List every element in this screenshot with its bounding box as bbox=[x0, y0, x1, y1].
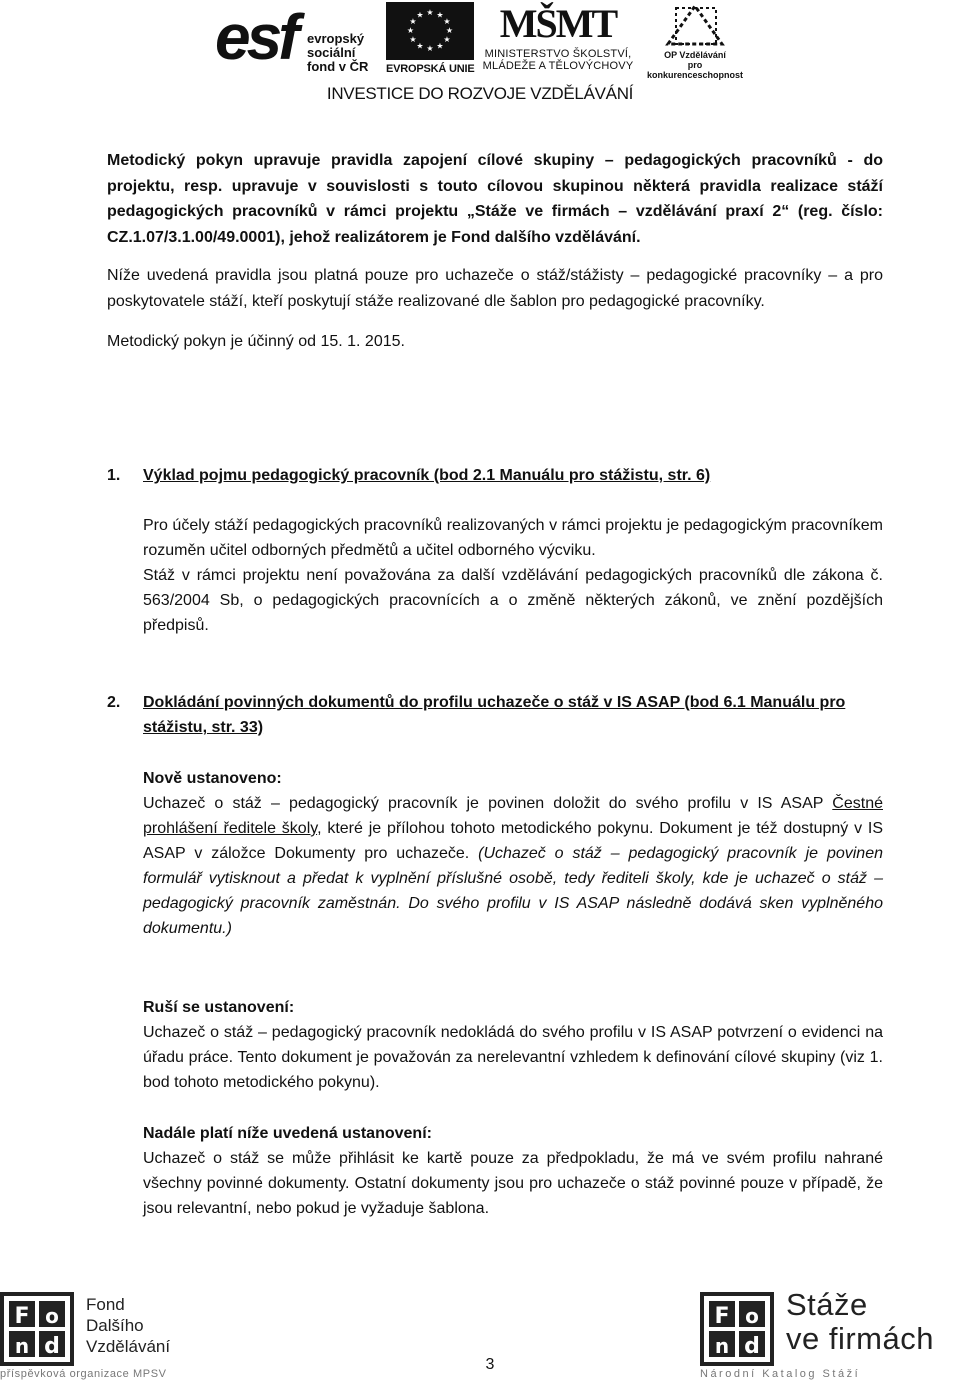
investice-banner: INVESTICE DO ROZVOJE VZDĚLÁVÁNÍ bbox=[326, 84, 634, 103]
fdv-mark-icon bbox=[0, 1292, 74, 1366]
svg-text:★: ★ bbox=[443, 35, 451, 44]
op-text bbox=[640, 50, 750, 80]
esf-line: fond v ČR bbox=[307, 59, 369, 74]
section-title-text: Výklad pojmu pedagogický pracovník (bod 2.1 Manuálu pro stážistu, str. 6) bbox=[143, 467, 711, 484]
svg-text:n: n bbox=[14, 1334, 30, 1358]
intro bbox=[107, 148, 883, 355]
section-1-body bbox=[143, 513, 883, 638]
page-number: 3 bbox=[485, 1356, 495, 1373]
section-number: 2. bbox=[107, 694, 121, 711]
svg-text:d: d bbox=[744, 1334, 760, 1359]
section-title-text: Dokládání povinných dokumentů do profilu uchazeče o stáž v IS ASAP (bod 6.1 Manuálu pro stážistu, str. 33) bbox=[143, 694, 846, 736]
section-2-still-valid-rules bbox=[143, 1121, 883, 1221]
svg-text:F: F bbox=[14, 1304, 30, 1329]
svg-text:★: ★ bbox=[445, 26, 454, 35]
msmt-text bbox=[478, 48, 638, 72]
svg-text:★: ★ bbox=[426, 8, 434, 17]
section-1-paragraph-2: Stáž v rámci projektu není považována za další vzdělávání pedagogických pracovníků dle zákona č. 563/2004 Sb, o pedagogických pracovnících a o změně některých zákonů, ve znění pozdějších předpisů. bbox=[143, 567, 883, 634]
svf-line: ve firmách bbox=[786, 1321, 934, 1356]
eu-logo bbox=[386, 2, 474, 76]
svg-text:★: ★ bbox=[416, 10, 424, 20]
section-1-title bbox=[107, 463, 883, 488]
header-logos bbox=[0, 0, 960, 110]
section-1-heading bbox=[107, 463, 883, 488]
still-valid-heading: Nadále platí níže uvedená ustanovení: bbox=[143, 1125, 432, 1142]
esf-logo bbox=[215, 2, 375, 78]
svg-text:★: ★ bbox=[409, 17, 417, 26]
section-2-title bbox=[107, 690, 883, 740]
declaration-link: Čestné prohlášení ředitele školy bbox=[143, 795, 883, 837]
msmt-line: MINISTERSTVO ŠKOLSTVÍ, bbox=[484, 48, 632, 60]
section-2-heading bbox=[107, 690, 883, 740]
svg-text:★: ★ bbox=[426, 44, 434, 53]
svg-text:★: ★ bbox=[443, 17, 451, 26]
svg-text:★: ★ bbox=[406, 26, 415, 35]
esf-text bbox=[307, 32, 368, 74]
still-valid-text: Uchazeč o stáž se může přihlásit ke kartě pouze za předpokladu, že má ve svém profilu nahrané všechny povinné dokumenty. Ostatní dokumenty jsou pro uchazeče o stáž povinné pouze v případě, že jsou relevantní, nebo pokud je vyžaduje šablona. bbox=[143, 1150, 883, 1217]
new-rules-text-b: , které je přílohou tohoto metodického pokynu. Dokument je též dostupný v IS ASAP v záložce Dokumenty pro uchazeče. bbox=[143, 820, 883, 862]
new-rules-text-a: Uchazeč o stáž – pedagogický pracovník je povinen doložit do svého profilu v IS ASAP bbox=[143, 795, 833, 812]
msmt-line: MLÁDEŽE A TĚLOVÝCHOVY bbox=[482, 60, 634, 72]
intro-paragraph-2: Níže uvedená pravidla jsou platná pouze pro uchazeče o stáž/stážisty – pedagogické pracovníky – a pro poskytovatele stáží, kteří poskytují stáže realizované dle šablon pro pedagogické pracovníky. bbox=[107, 267, 883, 310]
svg-text:o: o bbox=[745, 1304, 759, 1328]
fdv-line: Fond bbox=[86, 1295, 125, 1314]
new-rules-text bbox=[143, 791, 883, 941]
svf-name bbox=[786, 1288, 934, 1356]
op-line: OP Vzdělávání bbox=[664, 50, 726, 60]
msmt-logo bbox=[478, 0, 638, 76]
fdv-name bbox=[86, 1294, 170, 1357]
eu-stars-icon bbox=[386, 2, 474, 60]
svg-text:d: d bbox=[44, 1334, 60, 1359]
section-2-new-rules bbox=[143, 766, 883, 941]
staze-ve-firmach-logo bbox=[700, 1288, 960, 1381]
svg-text:★: ★ bbox=[436, 41, 444, 51]
cancelled-rules-heading: Ruší se ustanovení: bbox=[143, 999, 295, 1016]
cancelled-rules-text: Uchazeč o stáž – pedagogický pracovník nedokládá do svého profilu v IS ASAP potvrzení o evidenci na úřadu práce. Tento dokument je považován za nerelevantní vzhledem k definování cílové skupiny (viz 1. bod tohoto metodického pokynu). bbox=[143, 1024, 883, 1091]
intro-paragraph-1: Metodický pokyn upravuje pravidla zapojení cílové skupiny – pedagogických pracovníků - do projektu, resp. upravuje v souvislosti s touto cílovou skupinou některá pravidla realizace stáží pedagogických pracovníků v rámci projektu „Stáže ve firmách – vzdělávání praxí 2“ (reg. číslo: CZ.1.07/3.1.00/49.0001), jehož realizátorem je Fond dalšího vzdělávání. bbox=[107, 152, 883, 246]
op-mark-icon bbox=[662, 0, 728, 50]
new-rules-note: (Uchazeč o stáž – pedagogický pracovník je povinen formulář vytisknout a předat k vyplnění příslušné osobě, tedy řediteli školy, kde je uchazeč o stáž – pedagogický pracovník zaměstnán. Do svého profilu v IS ASAP následně dodává sken vyplněného dokumentu.) bbox=[143, 845, 883, 937]
esf-line: sociální bbox=[307, 45, 356, 60]
eu-label: EVROPSKÁ UNIE bbox=[386, 63, 475, 75]
svg-text:n: n bbox=[714, 1334, 730, 1358]
section-2-cancelled-rules bbox=[143, 995, 883, 1095]
svg-text:o: o bbox=[45, 1304, 59, 1328]
section-1-paragraph-1: Pro účely stáží pedagogických pracovníků realizovaných v rámci projektu je pedagogickým pracovníkem rozuměn učitel odborných předmětů a učitel odborného výcviku. bbox=[143, 517, 883, 559]
fdv-logo bbox=[0, 1288, 310, 1381]
effective-date: Metodický pokyn je účinný od 15. 1. 2015. bbox=[107, 333, 405, 350]
esf-mark: esf bbox=[215, 1, 296, 73]
svg-text:★: ★ bbox=[436, 10, 444, 20]
svg-text:★: ★ bbox=[416, 41, 424, 51]
new-rules-heading: Nově ustanoveno: bbox=[143, 770, 282, 787]
svg-text:F: F bbox=[714, 1304, 730, 1329]
section-number: 1. bbox=[107, 467, 121, 484]
svf-mark-icon bbox=[700, 1292, 774, 1366]
op-line: pro konkurenceschopnost bbox=[646, 60, 744, 80]
svf-subtitle: Národní Katalog Stáží bbox=[700, 1368, 861, 1380]
esf-line: evropský bbox=[307, 31, 365, 46]
fdv-line: Dalšího bbox=[86, 1316, 144, 1335]
op-logo bbox=[640, 0, 750, 80]
eu-flag-icon bbox=[386, 2, 474, 60]
svg-text:★: ★ bbox=[409, 35, 417, 44]
svf-line: Stáže bbox=[786, 1287, 868, 1322]
fdv-line: Vzdělávání bbox=[86, 1337, 171, 1356]
msmt-mark: MŠMT bbox=[499, 1, 617, 46]
fdv-subtitle: příspěvková organizace MPSV bbox=[0, 1368, 167, 1380]
